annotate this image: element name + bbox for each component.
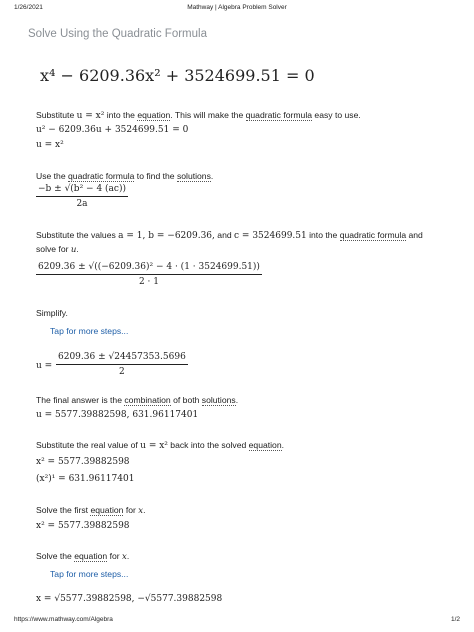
first-equation: x² = 5577.39882598 <box>36 521 130 531</box>
u-result-numerator: 6209.36 ± √24457353.5696 <box>56 352 188 365</box>
final-solutions: x = √5577.39882598, −√5577.39882598 <box>36 594 223 604</box>
x-squared-eq-1: x² = 5577.39882598 <box>36 457 130 467</box>
print-header <box>0 4 474 16</box>
link-equation-2[interactable]: equation <box>248 440 282 450</box>
link-quadratic-formula[interactable]: quadratic formula <box>245 110 313 120</box>
link-quadratic-formula-3[interactable]: quadratic formula <box>339 230 407 240</box>
step-solve-equation: Solve the equation for x. <box>36 551 130 562</box>
step-u-equation: u² − 6209.36u + 3524699.51 = 0 <box>36 125 189 135</box>
u-result-fraction <box>56 352 188 377</box>
u-result-denominator: 2 <box>119 367 125 377</box>
substituted-formula <box>36 262 262 287</box>
step-substitute-values: Substitute the values a = 1, b = −6209.36, and c = 3524699.51 into the quadratic formula and <box>36 230 423 241</box>
page-title: Solve Using the Quadratic Formula <box>28 28 207 40</box>
step-final-answer: The final answer is the combination of both solutions. <box>36 395 239 405</box>
step-solve-for-u: solve for u. <box>36 244 79 255</box>
print-date: 1/26/2021 <box>14 4 43 11</box>
link-quadratic-formula-2[interactable]: quadratic formula <box>68 171 135 181</box>
x-squared-eq-2: (x²)¹ = 631.96117401 <box>36 474 135 484</box>
link-solutions[interactable]: solutions <box>176 171 211 181</box>
footer-url: https://www.mathway.com/Algebra <box>14 616 113 623</box>
step-simplify: Simplify. <box>36 308 68 318</box>
step-solve-first: Solve the first equation for x. <box>36 505 146 516</box>
footer-page-number: 1/2 <box>450 616 460 623</box>
link-solutions-2[interactable]: solutions <box>201 395 236 405</box>
step-u-definition: u = x² <box>36 140 64 150</box>
u-solutions: u = 5577.39882598, 631.96117401 <box>36 410 199 420</box>
substituted-denominator: 2 · 1 <box>138 277 159 287</box>
link-combination[interactable]: combination <box>124 395 171 405</box>
substituted-numerator: 6209.36 ± √((−6209.36)² − 4 · (1 · 3524699.51)) <box>36 262 262 275</box>
link-equation-4[interactable]: equation <box>74 551 108 561</box>
step-use-formula: Use the quadratic formula to find the solutions. <box>36 171 214 181</box>
u-result-lhs: u = <box>36 361 53 371</box>
quadratic-formula <box>36 184 128 209</box>
tap-more-steps-1[interactable]: Tap for more steps... <box>50 326 129 336</box>
link-equation[interactable]: equation <box>137 110 171 120</box>
print-title: Mathway | Algebra Problem Solver <box>187 4 287 11</box>
tap-more-steps-2[interactable]: Tap for more steps... <box>50 569 129 579</box>
quadratic-formula-numerator: −b ± √(b² − 4 (ac)) <box>36 184 128 197</box>
step-back-substitute: Substitute the real value of u = x² back into the solved equation. <box>36 440 285 451</box>
quadratic-formula-denominator: 2a <box>76 199 88 209</box>
step-substitute-u: Substitute u = x² into the equation. This will make the quadratic formula easy to use. <box>36 110 361 121</box>
problem-equation: x⁴ − 6209.36x² + 3524699.51 = 0 <box>40 66 315 85</box>
link-equation-3[interactable]: equation <box>90 505 124 515</box>
